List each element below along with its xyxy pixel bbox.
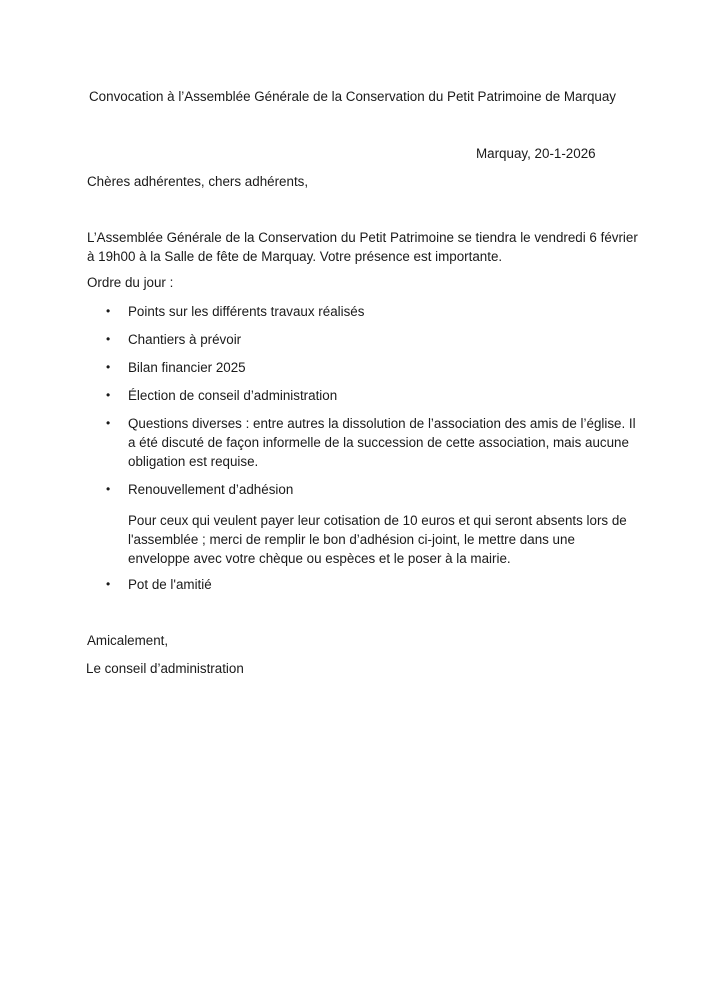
agenda-item-text: obligation est requise.	[128, 454, 259, 469]
signature: Le conseil d’administration	[86, 661, 244, 676]
agenda-item-text: Bilan financier 2025	[128, 360, 246, 375]
bullet-icon: •	[106, 482, 111, 496]
letter-title: Convocation à l’Assemblée Générale de la Conservation du Petit Patrimoine de Marquay	[89, 89, 616, 104]
closing: Amicalement,	[87, 633, 169, 648]
agenda-item-text: Points sur les différents travaux réalisés	[128, 304, 365, 319]
agenda-item-text: Questions diverses : entre autres la dissolution de l’association des amis de l’église. Il	[128, 416, 636, 431]
bullet-icon: •	[106, 332, 111, 346]
bullet-icon: •	[106, 304, 111, 318]
greeting: Chères adhérentes, chers adhérents,	[87, 174, 309, 189]
bullet-icon: •	[106, 388, 111, 402]
agenda-item-text: Renouvellement d’adhésion	[128, 482, 294, 497]
intro-line: L’Assemblée Générale de la Conservation du Petit Patrimoine se tiendra le vendredi 6 février	[87, 230, 638, 245]
agenda-label: Ordre du jour :	[87, 275, 174, 290]
agenda-item-text: a été discuté de façon informelle de la succession de cette association, mais aucune	[128, 435, 629, 450]
intro-paragraph	[87, 228, 638, 266]
bullet-icon: •	[106, 416, 111, 430]
agenda-item-text: Pot de l'amitié	[128, 577, 212, 592]
renewal-note-line: l'assemblée ; merci de remplir le bon d’adhésion ci-joint, le mettre dans une	[128, 532, 575, 547]
intro-line: à 19h00 à la Salle de fête de Marquay. Votre présence est importante.	[87, 249, 503, 264]
letter-date: Marquay, 20-1-2026	[476, 146, 596, 161]
bullet-icon: •	[106, 577, 111, 591]
renewal-note-line: Pour ceux qui veulent payer leur cotisation de 10 euros et qui seront absents lors de	[128, 513, 627, 528]
renewal-note-line: enveloppe avec votre chèque ou espèces et le poser à la mairie.	[128, 551, 511, 566]
agenda-item-text: Élection de conseil d’administration	[128, 388, 338, 403]
agenda-item-text: Chantiers à prévoir	[128, 332, 242, 347]
bullet-icon: •	[106, 360, 111, 374]
renewal-note	[128, 511, 628, 568]
